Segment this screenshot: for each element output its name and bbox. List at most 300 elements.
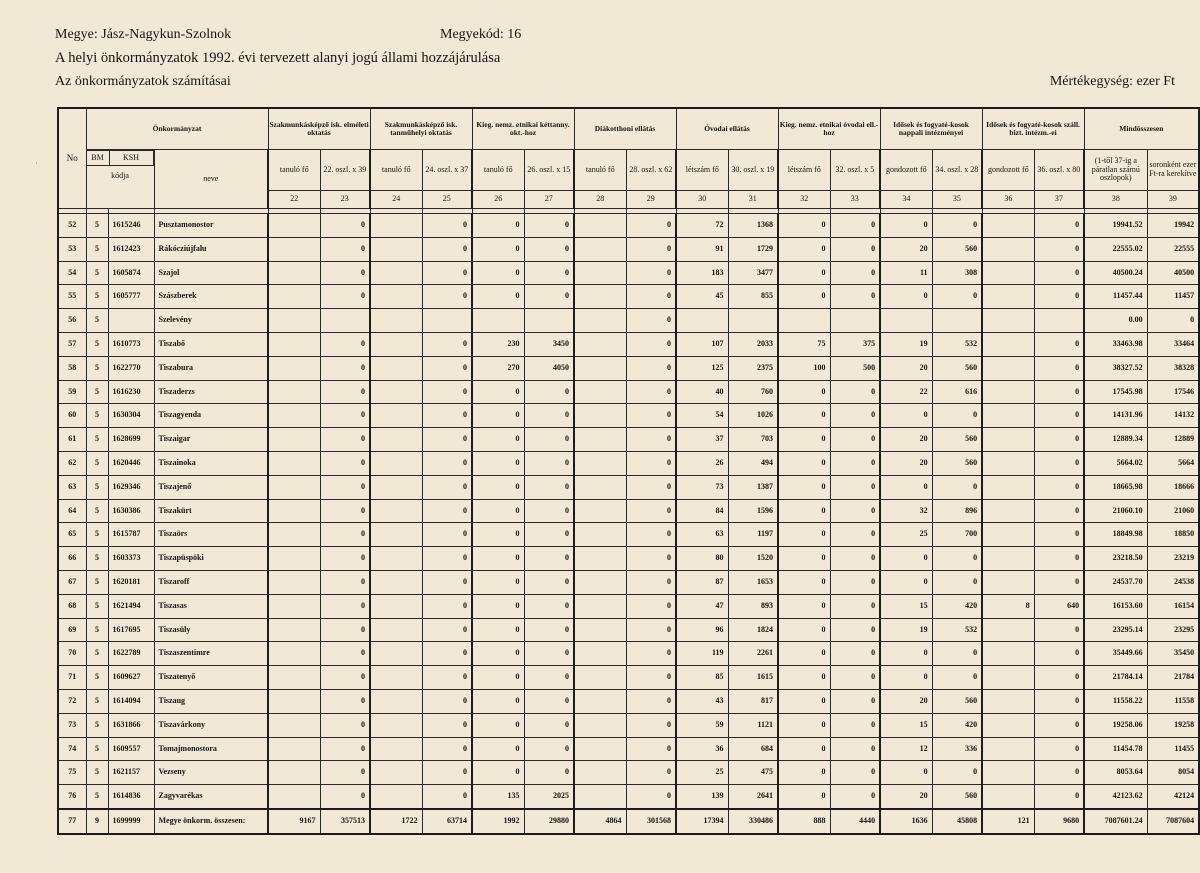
value-cell: 23218.50 (1084, 547, 1147, 571)
row-number: 55 (58, 285, 86, 309)
value-cell (574, 332, 626, 356)
value-cell: 0 (778, 689, 830, 713)
value-cell: 8053.64 (1084, 761, 1147, 785)
value-cell (268, 642, 320, 666)
value-cell: 2375 (728, 356, 778, 380)
value-cell (268, 689, 320, 713)
ksh-code: 1628699 (108, 428, 154, 452)
value-cell: 23295 (1147, 618, 1199, 642)
value-cell: 0 (626, 309, 676, 333)
column-number-33: 33 (830, 191, 880, 209)
value-cell (982, 356, 1034, 380)
ksh-code: 1617695 (108, 618, 154, 642)
ksh-code: 1610773 (108, 332, 154, 356)
value-cell: 0 (320, 404, 370, 428)
value-cell (370, 428, 422, 452)
value-cell: 0 (472, 547, 524, 571)
value-cell (982, 785, 1034, 809)
header-row-groups (58, 108, 1199, 150)
bm-code: 5 (86, 475, 108, 499)
value-cell: 0 (1034, 570, 1084, 594)
value-cell: 0 (472, 642, 524, 666)
ksh-code: 1614836 (108, 785, 154, 809)
value-cell: 0 (472, 666, 524, 690)
value-cell: 18666 (1147, 475, 1199, 499)
value-cell: 0 (472, 214, 524, 238)
row-number: 63 (58, 475, 86, 499)
code-label: kódja (111, 171, 129, 180)
value-cell: 38328 (1147, 356, 1199, 380)
column-number-23: 23 (320, 191, 370, 209)
value-cell (982, 261, 1034, 285)
value-cell (268, 309, 320, 333)
value-cell: 1653 (728, 570, 778, 594)
group-header-1: Szakmunkásképző isk. elméleti oktatás (268, 108, 370, 150)
value-cell: 0 (626, 451, 676, 475)
value-cell: 0 (422, 451, 472, 475)
municipality-name: Tomajmonostora (154, 737, 268, 761)
value-cell: 16154 (1147, 594, 1199, 618)
sub-header-10: létszám fő (778, 150, 830, 191)
value-cell (982, 451, 1034, 475)
value-cell: 0 (320, 214, 370, 238)
document-subtitle: Az önkormányzatok számításai (55, 74, 231, 89)
value-cell: 893 (728, 594, 778, 618)
value-cell: 0 (880, 642, 932, 666)
value-cell (268, 785, 320, 809)
value-cell: 0 (1034, 785, 1084, 809)
value-cell: 0 (422, 285, 472, 309)
sub-header-9: 30. oszl. x 19 (728, 150, 778, 191)
value-cell: 19941.52 (1084, 214, 1147, 238)
value-cell: 0 (524, 570, 574, 594)
column-number-29: 29 (626, 191, 676, 209)
value-cell: 0 (626, 713, 676, 737)
value-cell (268, 380, 320, 404)
column-number-38: 38 (1084, 191, 1147, 209)
row-number: 59 (58, 380, 86, 404)
value-cell: 0 (778, 499, 830, 523)
value-cell: 0 (1034, 428, 1084, 452)
municipality-name: Tiszatenyő (154, 666, 268, 690)
municipality-name: Szelevény (154, 309, 268, 333)
value-cell: 0 (1034, 523, 1084, 547)
value-cell: 0 (932, 404, 982, 428)
value-cell: 0 (830, 713, 880, 737)
table-row (58, 523, 1199, 547)
value-cell: 18850 (1147, 523, 1199, 547)
value-cell: 20 (880, 785, 932, 809)
value-cell (370, 618, 422, 642)
value-cell: 0.00 (1084, 309, 1147, 333)
value-cell (268, 214, 320, 238)
ksh-code: 1629346 (108, 475, 154, 499)
table-row (58, 404, 1199, 428)
value-cell: 0 (320, 285, 370, 309)
value-cell: 896 (932, 499, 982, 523)
value-cell: 3450 (524, 332, 574, 356)
value-cell: 63 (676, 523, 728, 547)
value-cell (370, 237, 422, 261)
value-cell: 0 (422, 785, 472, 809)
value-cell (574, 713, 626, 737)
value-cell: 0 (830, 499, 880, 523)
row-number: 70 (58, 642, 86, 666)
sub-header-16: (1-től 37-ig a páratlan számú oszlopok) (1084, 150, 1147, 191)
value-cell (320, 309, 370, 333)
value-cell (574, 428, 626, 452)
value-cell: 0 (472, 380, 524, 404)
value-cell (574, 689, 626, 713)
row-number: 52 (58, 214, 86, 238)
bm-code: 5 (86, 785, 108, 809)
sub-header-4: tanuló fő (472, 150, 524, 191)
value-cell: 0 (1034, 689, 1084, 713)
value-cell: 4050 (524, 356, 574, 380)
value-cell: 0 (320, 666, 370, 690)
value-cell (268, 547, 320, 571)
ksh-code: 1609627 (108, 666, 154, 690)
value-cell: 0 (524, 499, 574, 523)
table-row (58, 594, 1199, 618)
bm-code: 5 (86, 642, 108, 666)
value-cell: 420 (932, 594, 982, 618)
value-cell: 0 (778, 594, 830, 618)
value-cell: 0 (320, 523, 370, 547)
value-cell: 0 (778, 642, 830, 666)
value-cell: 47 (676, 594, 728, 618)
value-cell: 0 (880, 570, 932, 594)
value-cell (982, 737, 1034, 761)
value-cell: 0 (524, 451, 574, 475)
value-cell (524, 309, 574, 333)
municipality-name: Tiszagyenda (154, 404, 268, 428)
value-cell: 0 (524, 761, 574, 785)
municipality-name: Tiszasüly (154, 618, 268, 642)
ksh-code: 1630386 (108, 499, 154, 523)
sub-header-1: 22. oszl. x 39 (320, 150, 370, 191)
value-cell: 357513 (320, 809, 370, 834)
value-cell (982, 499, 1034, 523)
value-cell (982, 428, 1034, 452)
municipality-name: Tiszabő (154, 332, 268, 356)
header-row-units (58, 150, 1199, 191)
value-cell (370, 761, 422, 785)
value-cell: 0 (1034, 642, 1084, 666)
value-cell: 20 (880, 356, 932, 380)
value-cell: 0 (422, 618, 472, 642)
bm-code: 5 (86, 713, 108, 737)
county-code-label: Megyekód: 16 (440, 27, 522, 42)
value-cell (574, 237, 626, 261)
value-cell: 54 (676, 404, 728, 428)
bm-code: 5 (86, 666, 108, 690)
row-number: 54 (58, 261, 86, 285)
value-cell: 0 (472, 499, 524, 523)
value-cell: 0 (880, 547, 932, 571)
value-cell: 1197 (728, 523, 778, 547)
value-cell: 22555.02 (1084, 237, 1147, 261)
value-cell: 9680 (1034, 809, 1084, 834)
value-cell: 0 (524, 285, 574, 309)
value-cell: 0 (320, 618, 370, 642)
value-cell: 0 (830, 761, 880, 785)
value-cell: 0 (1034, 451, 1084, 475)
ksh-code: 1620181 (108, 570, 154, 594)
value-cell: 45808 (932, 809, 982, 834)
bm-ksh-header (87, 150, 154, 166)
value-cell: 0 (932, 285, 982, 309)
value-cell: 125 (676, 356, 728, 380)
value-cell: 0 (422, 594, 472, 618)
value-cell: 0 (626, 428, 676, 452)
bm-code: 5 (86, 689, 108, 713)
value-cell: 35450 (1147, 642, 1199, 666)
column-number-35: 35 (932, 191, 982, 209)
group-header-5: Óvodai ellátás (676, 108, 778, 150)
value-cell (268, 428, 320, 452)
value-cell: 32 (880, 499, 932, 523)
value-cell: 11 (880, 261, 932, 285)
value-cell: 0 (626, 499, 676, 523)
bm-code: 5 (86, 332, 108, 356)
value-cell: 0 (472, 737, 524, 761)
value-cell: 0 (830, 666, 880, 690)
value-cell: 0 (524, 428, 574, 452)
value-cell (574, 570, 626, 594)
group-header-0: Önkormányzat (86, 108, 268, 150)
ksh-code: 1620446 (108, 451, 154, 475)
value-cell: 888 (778, 809, 830, 834)
group-header-6: Kieg. nemz. etnikai óvodai ell.-hoz (778, 108, 880, 150)
value-cell: 0 (320, 332, 370, 356)
ksh-code: 1609557 (108, 737, 154, 761)
row-number: 69 (58, 618, 86, 642)
value-cell (574, 785, 626, 809)
sub-header-13: 34. oszl. x 28 (932, 150, 982, 191)
row-number: 56 (58, 309, 86, 333)
value-cell (574, 475, 626, 499)
municipality-name: Tiszainoka (154, 451, 268, 475)
value-cell: 4440 (830, 809, 880, 834)
value-cell: 0 (422, 713, 472, 737)
column-number-27: 27 (524, 191, 574, 209)
value-cell (574, 380, 626, 404)
row-number: 60 (58, 404, 86, 428)
value-cell (574, 214, 626, 238)
value-cell: 0 (830, 428, 880, 452)
row-number: 65 (58, 523, 86, 547)
value-cell: 7087604 (1147, 809, 1199, 834)
value-cell: 0 (422, 404, 472, 428)
value-cell: 25 (880, 523, 932, 547)
column-number-25: 25 (422, 191, 472, 209)
value-cell: 700 (932, 523, 982, 547)
value-cell (370, 261, 422, 285)
value-cell: 0 (320, 237, 370, 261)
ksh-header: KSH (110, 151, 154, 165)
value-cell: 119 (676, 642, 728, 666)
value-cell: 19258 (1147, 713, 1199, 737)
value-cell: 100 (778, 356, 830, 380)
value-cell (574, 523, 626, 547)
value-cell: 0 (778, 547, 830, 571)
value-cell: 7087601.24 (1084, 809, 1147, 834)
value-cell (982, 570, 1034, 594)
value-cell: 19 (880, 332, 932, 356)
value-cell: 0 (524, 404, 574, 428)
bm-code: 5 (86, 214, 108, 238)
value-cell: 1992 (472, 809, 524, 834)
value-cell: 0 (1034, 356, 1084, 380)
column-number-26: 26 (472, 191, 524, 209)
code-header (86, 150, 154, 209)
value-cell: 1026 (728, 404, 778, 428)
value-cell: 532 (932, 618, 982, 642)
value-cell: 0 (830, 261, 880, 285)
value-cell (370, 523, 422, 547)
value-cell: 0 (422, 689, 472, 713)
ksh-code: 1615787 (108, 523, 154, 547)
value-cell: 0 (320, 475, 370, 499)
value-cell: 0 (778, 214, 830, 238)
column-number-37: 37 (1034, 191, 1084, 209)
value-cell: 817 (728, 689, 778, 713)
value-cell (370, 594, 422, 618)
column-number-34: 34 (880, 191, 932, 209)
value-cell: 5664.02 (1084, 451, 1147, 475)
bm-header: BM (87, 151, 110, 165)
value-cell: 16153.60 (1084, 594, 1147, 618)
table-row (58, 214, 1199, 238)
column-number-31: 31 (728, 191, 778, 209)
value-cell: 20 (880, 451, 932, 475)
row-number: 76 (58, 785, 86, 809)
municipality-name: Tiszaroff (154, 570, 268, 594)
sub-header-14: gondozott fő (982, 150, 1034, 191)
value-cell (268, 356, 320, 380)
value-cell: 75 (778, 332, 830, 356)
value-cell: 18665.98 (1084, 475, 1147, 499)
table-row (58, 570, 1199, 594)
value-cell: 684 (728, 737, 778, 761)
value-cell: 0 (778, 404, 830, 428)
value-cell: 475 (728, 761, 778, 785)
value-cell: 0 (1034, 618, 1084, 642)
municipality-name: Tiszavárkony (154, 713, 268, 737)
value-cell: 420 (932, 713, 982, 737)
table-row (58, 737, 1199, 761)
value-cell: 0 (778, 475, 830, 499)
value-cell: 0 (778, 428, 830, 452)
value-cell (982, 689, 1034, 713)
value-cell: 35449.66 (1084, 642, 1147, 666)
value-cell: 0 (320, 499, 370, 523)
value-cell: 494 (728, 451, 778, 475)
value-cell: 42124 (1147, 785, 1199, 809)
ksh-code: 1621157 (108, 761, 154, 785)
value-cell (778, 309, 830, 333)
value-cell (574, 737, 626, 761)
value-cell: 1596 (728, 499, 778, 523)
value-cell: 0 (1034, 380, 1084, 404)
value-cell: 616 (932, 380, 982, 404)
value-cell: 33463.98 (1084, 332, 1147, 356)
value-cell: 0 (524, 237, 574, 261)
value-cell: 560 (932, 237, 982, 261)
value-cell: 0 (422, 261, 472, 285)
value-cell: 0 (472, 237, 524, 261)
row-number: 64 (58, 499, 86, 523)
value-cell: 0 (778, 761, 830, 785)
value-cell (268, 332, 320, 356)
value-cell (268, 761, 320, 785)
value-cell: 0 (422, 666, 472, 690)
value-cell: 29880 (524, 809, 574, 834)
sub-header-0: tanuló fő (268, 150, 320, 191)
value-cell (370, 547, 422, 571)
value-cell: 0 (422, 428, 472, 452)
table-row (58, 356, 1199, 380)
ksh-code: 1612423 (108, 237, 154, 261)
value-cell: 22 (880, 380, 932, 404)
value-cell: 0 (472, 761, 524, 785)
bm-code: 5 (86, 594, 108, 618)
value-cell: 0 (880, 285, 932, 309)
bm-code: 5 (86, 523, 108, 547)
value-cell: 23219 (1147, 547, 1199, 571)
ksh-code: 1616230 (108, 380, 154, 404)
value-cell: 855 (728, 285, 778, 309)
value-cell: 0 (830, 618, 880, 642)
municipality-name: Tiszakürt (154, 499, 268, 523)
value-cell: 14132 (1147, 404, 1199, 428)
value-cell: 0 (1034, 332, 1084, 356)
value-cell: 0 (524, 642, 574, 666)
value-cell: 40 (676, 380, 728, 404)
municipality-name: Tiszaszentimre (154, 642, 268, 666)
municipality-name: Tiszaug (154, 689, 268, 713)
row-number: 67 (58, 570, 86, 594)
group-header-9: Mindösszesen (1084, 108, 1199, 150)
municipality-name: Tiszaigar (154, 428, 268, 452)
value-cell: 0 (1034, 237, 1084, 261)
value-cell (574, 642, 626, 666)
value-cell: 23295.14 (1084, 618, 1147, 642)
value-cell (932, 309, 982, 333)
value-cell (268, 570, 320, 594)
value-cell: 0 (626, 261, 676, 285)
municipality-name: Pusztamonostor (154, 214, 268, 238)
value-cell: 3477 (728, 261, 778, 285)
value-cell: 38327.52 (1084, 356, 1147, 380)
value-cell: 36 (676, 737, 728, 761)
column-number-30: 30 (676, 191, 728, 209)
value-cell: 1636 (880, 809, 932, 834)
value-cell: 0 (626, 594, 676, 618)
value-cell: 0 (422, 214, 472, 238)
value-cell: 0 (422, 523, 472, 547)
value-cell: 1387 (728, 475, 778, 499)
value-cell: 19 (880, 618, 932, 642)
value-cell: 0 (524, 737, 574, 761)
value-cell: 15 (880, 594, 932, 618)
value-cell: 0 (830, 237, 880, 261)
value-cell: 24538 (1147, 570, 1199, 594)
municipality-name: Tiszaderzs (154, 380, 268, 404)
value-cell: 42123.62 (1084, 785, 1147, 809)
value-cell: 0 (524, 594, 574, 618)
